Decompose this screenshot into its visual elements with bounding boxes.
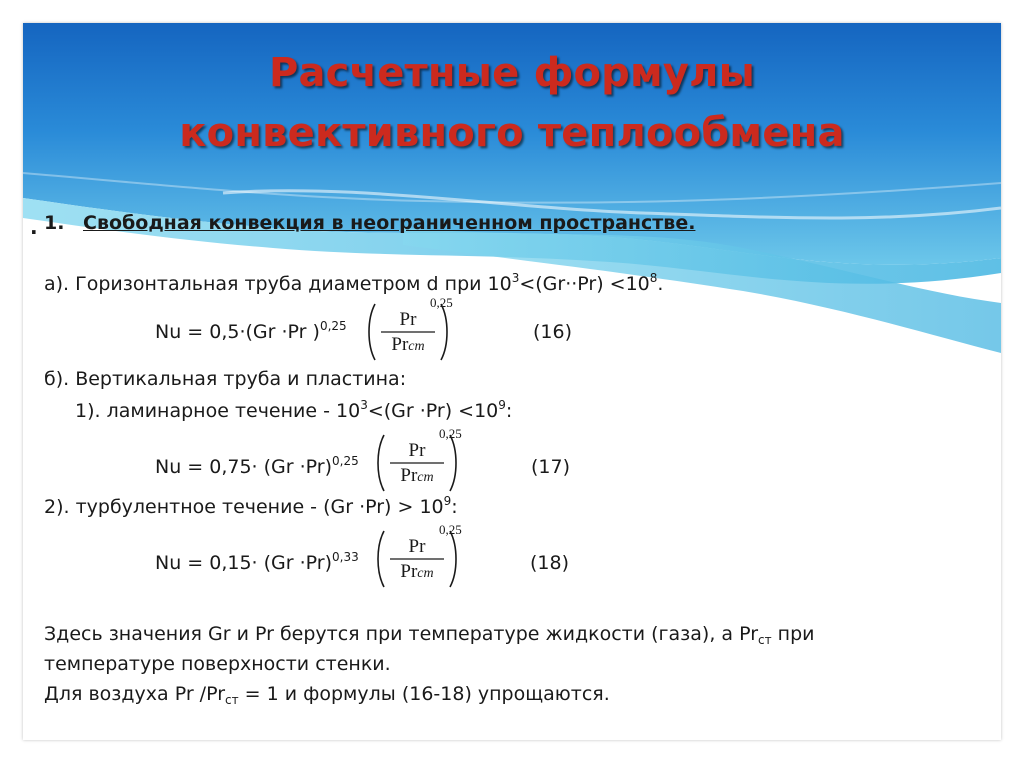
case-a-text (44, 273, 663, 295)
formula-16-number: (16) (533, 321, 573, 343)
formula-17-exp: 0,25 (332, 454, 359, 468)
formula-17-ratio-num: Pr (408, 440, 426, 461)
bullet-dot: · (30, 220, 38, 244)
section-number: 1. (44, 212, 65, 234)
case-a-text-part2: <(Gr··Pr) <10 (519, 273, 650, 295)
formula-17-number: (17) (531, 456, 571, 478)
formula-18-ratio-num: Pr (408, 536, 426, 557)
formula-18-number: (18) (530, 552, 570, 574)
laminar-text-part3: : (505, 400, 513, 422)
laminar-exp1: 3 (360, 398, 368, 412)
note-line-3 (44, 683, 610, 705)
case-b-heading: б). Вертикальная труба и пластина: (44, 368, 407, 390)
formula-16-lhs (155, 321, 347, 343)
formula-17-lhs-text: Nu = 0,75· (Gr ·Pr) (155, 456, 333, 478)
case-a-exp1: 3 (511, 271, 520, 285)
turbulent-text-part2: : (451, 496, 458, 518)
slide (23, 23, 1001, 740)
formula-18-exp: 0,33 (332, 550, 359, 564)
laminar-text (75, 400, 512, 422)
formula-17-ratio-den-text: Pr (400, 465, 418, 486)
formula-18-ratio (375, 522, 465, 588)
formula-17-ratio-exp: 0,25 (439, 426, 462, 441)
formula-17-ratio-den-sub: cm (417, 470, 434, 485)
formula-16-exp: 0,25 (319, 319, 347, 333)
formula-16-lhs-text: Nu = 0,5·(Gr ·Pr ) (155, 321, 320, 343)
note-line-1-part1: Здесь значения Gr и Pr берутся при температуре жидкости (газа), а Pr (44, 623, 759, 645)
laminar-exp2: 9 (498, 398, 506, 412)
formula-16-ratio-den-text: Pr (391, 334, 409, 355)
formula-16-ratio-den-sub: cm (408, 339, 425, 354)
case-a-text-part1: а). Горизонтальная труба диаметром d при 10 (44, 273, 512, 295)
section-heading: Свободная конвекция в неограниченном пространстве. (83, 212, 696, 234)
note-line-2: температуре поверхности стенки. (44, 653, 391, 675)
formula-16-ratio-den (380, 334, 436, 356)
note-line-1 (44, 623, 815, 645)
formula-18-ratio-exp: 0,25 (439, 522, 462, 537)
note-line-3-part1: Для воздуха Pr /Pr (44, 683, 226, 705)
formula-17-ratio-den (389, 465, 445, 487)
formula-17-lhs (155, 456, 359, 478)
slide-title-line-2: конвективного теплообмена (179, 110, 845, 156)
formula-18-lhs-text: Nu = 0,15· (Gr ·Pr) (155, 552, 333, 574)
turbulent-exp: 9 (443, 494, 452, 508)
note-line-1-part2: при (771, 623, 815, 645)
formula-18-ratio-den (389, 561, 445, 583)
formula-16-ratio-exp: 0,25 (430, 295, 453, 310)
case-a-text-part3: . (657, 273, 664, 295)
laminar-text-part2: <(Gr ·Pr) <10 (367, 400, 499, 422)
turbulent-text (44, 496, 458, 518)
formula-18-lhs (155, 552, 359, 574)
laminar-text-part1: 1). ламинарное течение - 10 (75, 400, 361, 422)
note-line-1-sub: ст (758, 633, 772, 647)
note-line-3-part2: = 1 и формулы (16-18) упрощаются. (238, 683, 610, 705)
turbulent-text-part1: 2). турбулентное течение - (Gr ·Pr) > 10 (44, 496, 444, 518)
note-line-3-sub: ст (225, 693, 239, 707)
formula-18-ratio-den-sub: cm (417, 566, 434, 581)
formula-18-ratio-den-text: Pr (400, 561, 418, 582)
formula-16-ratio-num: Pr (399, 309, 417, 330)
formula-17-ratio (375, 426, 465, 492)
slide-title-line-1: Расчетные формулы (268, 50, 756, 96)
case-a-exp2: 8 (649, 271, 658, 285)
formula-16-ratio (366, 295, 456, 361)
